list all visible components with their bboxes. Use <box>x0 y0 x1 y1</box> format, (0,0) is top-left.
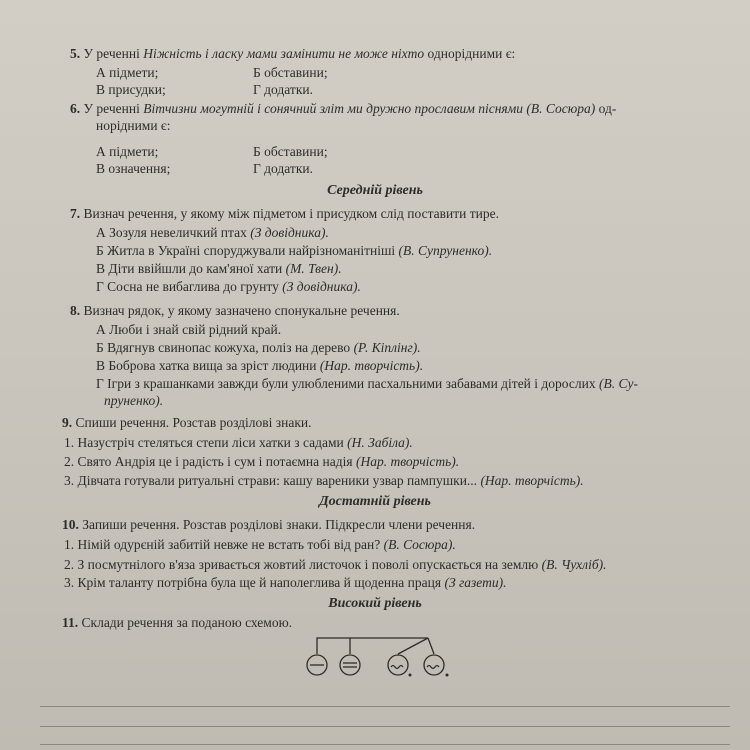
question-number: 11. <box>62 615 79 630</box>
scheme-connector <box>317 638 428 654</box>
q7-option-a-source: (З довідника). <box>246 225 329 240</box>
q8-option-v-source: (Нар. творчість). <box>316 358 424 373</box>
q7-option-g <box>96 278 361 295</box>
q10-sentence-3-text: 3. Крім таланту потрібна була ще й наполеглива й щоденна праця <box>64 575 442 590</box>
q6-sentence: Вітчизни могутній і сонячний зліт ми дружно прославим піснями <box>143 101 524 116</box>
q5-sentence: Ніжність і ласку мами замінити не може ніхто <box>143 46 425 61</box>
q5-option-v: В присудки; <box>96 82 166 97</box>
q7-option-a <box>96 224 329 241</box>
q8-option-v-text: В Боброва хатка вища за зріст людини <box>96 358 317 373</box>
modifier-circle <box>424 655 444 675</box>
question-number: 6. <box>70 101 81 116</box>
q5-option-b: Б обставини; <box>253 65 328 80</box>
q6-text-cont: норідними є: <box>96 118 171 133</box>
q10-sentence-3-source: (З газети). <box>441 575 507 590</box>
modifier-wavy-line <box>427 666 439 669</box>
question-number: 5. <box>70 46 81 61</box>
q9-sentence-3-source: (Нар. творчість). <box>477 473 584 488</box>
question-10-text <box>62 516 475 533</box>
q6-option-g: Г додатки. <box>253 161 313 176</box>
question-5-text <box>70 45 515 62</box>
q5-text-a: У реченні <box>83 46 144 61</box>
q7-option-v-text: В Діти ввійшли до кам'яної хати <box>96 261 283 276</box>
q10-sentence-1-source: (В. Сосюра). <box>380 537 456 552</box>
q9-sentence-1-text: 1. Назустріч стеляться степи ліси хатки з садами <box>64 435 344 450</box>
level-heading-high: Високий рівень <box>328 596 422 611</box>
q10-sentence-2-text: 2. З посмутнілого в'яза зривається жовтий листочок і поволі опускається на землю <box>64 557 539 572</box>
question-number: 8. <box>70 303 81 318</box>
q8-option-g <box>96 375 638 392</box>
q8-option-b-source: (Р. Кіплінг). <box>350 340 421 355</box>
q7-option-b <box>96 242 492 259</box>
question-number: 10. <box>62 517 79 532</box>
question-number: 9. <box>62 415 73 430</box>
q5-option-a: А підмети; <box>96 65 159 80</box>
q6-text-a: У реченні <box>83 101 144 116</box>
q10-sentence-1 <box>64 536 456 553</box>
q10-sentence-2-source: (В. Чухліб). <box>538 557 607 572</box>
q11-text: Склади речення за поданою схемою. <box>81 615 293 630</box>
answer-line <box>40 706 730 707</box>
question-number: 7. <box>70 206 81 221</box>
question-9-text <box>62 414 312 431</box>
q9-sentence-3-text: 3. Дівчата готували ритуальні страви: кашу вареники узвар пампушки... <box>64 473 478 488</box>
q9-sentence-1-source: (Н. Забіла). <box>343 435 413 450</box>
q10-sentence-1-text: 1. Німій одурєній забитій невже не встать тобі від ран? <box>64 537 381 552</box>
q8-option-g-source: (В. Су- <box>595 376 638 391</box>
q6-source: (В. Сосюра) <box>523 101 596 116</box>
q7-option-b-source: (В. Супруненко). <box>395 243 493 258</box>
q8-option-v <box>96 357 423 374</box>
q8-option-b <box>96 339 421 356</box>
q6-text-d: од- <box>595 101 617 116</box>
q7-option-b-text: Б Житла в Україні споруджували найрізноманітніші <box>96 243 396 258</box>
q10-text: Запиши речення. Розстав розділові знаки. Підкресли члени речення. <box>82 517 476 532</box>
comma-mark <box>409 674 412 677</box>
q5-option-g: Г додатки. <box>253 82 313 97</box>
q5-text-c: однорідними є: <box>424 46 516 61</box>
q10-sentence-3 <box>64 574 506 591</box>
period-mark <box>446 674 449 677</box>
q9-text: Спиши речення. Розстав розділові знаки. <box>75 415 312 430</box>
q7-option-v-source: (М. Твен). <box>282 261 342 276</box>
answer-line <box>40 744 730 745</box>
predicate-circle <box>340 655 360 675</box>
q7-option-g-source: (З довідника). <box>278 279 361 294</box>
q7-option-g-text: Г Сосна не вибаглива до грунту <box>96 279 279 294</box>
scheme-connector <box>398 638 434 654</box>
q7-text: Визнач речення, у якому між підметом і присудком слід поставити тире. <box>83 206 499 221</box>
level-heading-middle: Середній рівень <box>327 183 423 198</box>
question-11-text <box>62 614 292 631</box>
q10-sentence-2 <box>64 556 606 573</box>
sentence-scheme-diagram <box>290 630 470 685</box>
q9-sentence-3 <box>64 472 584 489</box>
q8-option-g-source-cont: пруненко). <box>104 393 164 408</box>
q6-option-b: Б обставини; <box>253 144 328 159</box>
question-7-text <box>70 205 499 222</box>
q7-option-v <box>96 260 342 277</box>
q8-option-b-text: Б Вдягнув свинопас кожуха, поліз на дерево <box>96 340 351 355</box>
q8-text: Визнач рядок, у якому зазначено спонукальне речення. <box>83 303 400 318</box>
question-8-text <box>70 302 400 319</box>
q8-option-g-text: Г Ігри з крашанками завжди були улюбленими пасхальними забавами дітей і дорослих <box>96 376 596 391</box>
modifier-circle <box>388 655 408 675</box>
q7-option-a-text: А Зозуля невеличкий птах <box>96 225 247 240</box>
q9-sentence-2-text: 2. Свято Андрія це і радість і сум і потаємна надія <box>64 454 353 469</box>
q9-sentence-2 <box>64 453 459 470</box>
q9-sentence-1 <box>64 434 413 451</box>
q6-option-a: А підмети; <box>96 144 159 159</box>
question-6-text <box>70 100 616 117</box>
q9-sentence-2-source: (Нар. творчість). <box>352 454 460 469</box>
level-heading-sufficient: Достатній рівень <box>319 494 431 509</box>
q8-option-a: А Люби і знай свій рідний край. <box>96 322 282 337</box>
q6-option-v: В означення; <box>96 161 171 176</box>
modifier-wavy-line <box>391 666 403 669</box>
answer-line <box>40 726 730 727</box>
